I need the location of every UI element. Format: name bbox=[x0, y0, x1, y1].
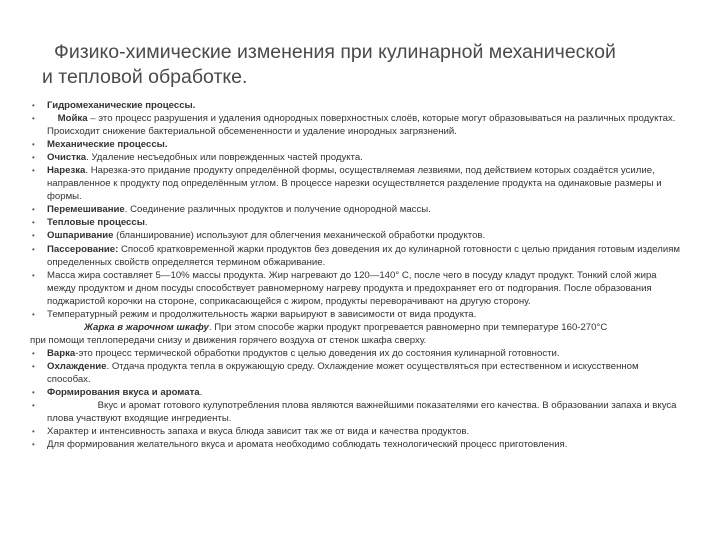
bullet-marker: • bbox=[32, 348, 35, 358]
item-text: Для формирования желательного вкуса и аромата необходимо соблюдать технологический процесс приготовления. bbox=[47, 439, 568, 451]
item-text: -это процесс термической обработки продуктов с целью доведения их до состояния кулинарной готовности. bbox=[75, 347, 560, 359]
bullet-item bbox=[30, 229, 682, 242]
item-text: при помощи теплопередачи снизу и движения горячего воздуха от стенок шкафа сверху. bbox=[30, 334, 427, 346]
bullet-item bbox=[30, 321, 682, 334]
item-heading: Механические процессы. bbox=[47, 139, 168, 151]
bullet-item bbox=[30, 164, 682, 203]
bullet-item bbox=[30, 425, 682, 438]
item-heading: Формирования вкуса и аромата bbox=[47, 387, 200, 399]
bullet-marker: • bbox=[32, 244, 35, 254]
bullet-item bbox=[30, 243, 682, 269]
slide-title bbox=[42, 40, 692, 90]
bullet-list bbox=[30, 99, 682, 451]
bullet-marker: • bbox=[32, 218, 35, 228]
bullet-item bbox=[30, 138, 682, 151]
item-heading: Варка bbox=[47, 347, 76, 359]
bullet-item bbox=[30, 216, 682, 229]
item-text: . При этом способе жарки продукт прогревается равномерно при температуре 160-270°С bbox=[208, 321, 608, 333]
bullet-item bbox=[30, 308, 682, 321]
bullet-marker: • bbox=[32, 205, 35, 215]
bullet-marker: • bbox=[32, 140, 35, 150]
bullet-item bbox=[30, 269, 682, 308]
bullet-item bbox=[30, 386, 682, 399]
item-text: Способ кратковременной жарки продуктов без доведения их до кулинарной готовности с целью придания готовым изделиям определенных свойств определяется термином обжаривание. bbox=[47, 243, 681, 268]
bullet-marker: • bbox=[32, 231, 35, 241]
bullet-marker: • bbox=[32, 309, 35, 319]
item-text: (бланширование) используют для облегчения механической обработки продуктов. bbox=[113, 230, 486, 242]
bullet-item bbox=[30, 399, 682, 425]
item-heading: Гидромеханические процессы. bbox=[47, 100, 196, 111]
item-heading: Нарезка bbox=[47, 165, 86, 177]
item-text: . Соединение различных продуктов и получение однородной массы. bbox=[124, 204, 431, 216]
item-heading: Очистка bbox=[47, 152, 87, 164]
bullet-marker: • bbox=[32, 114, 35, 124]
title-line-2: и тепловой обработке. bbox=[42, 66, 248, 88]
bullet-item bbox=[30, 99, 682, 112]
item-text: Характер и интенсивность запаха и вкуса блюда зависит так же от вида и качества продуктов. bbox=[47, 426, 470, 438]
item-text: – это процесс разрушения и удаления однородных поверхностных слоёв, которые могут образовываться на различных продуктах. Происходит снижение бактериальной обсемененности и удаление инородных загрязнений. bbox=[47, 113, 676, 138]
bullet-item bbox=[30, 347, 682, 360]
item-heading: Мойка bbox=[57, 113, 88, 125]
bullet-item bbox=[30, 203, 682, 216]
item-heading: Перемешивание bbox=[47, 204, 125, 216]
bullet-marker: • bbox=[32, 153, 35, 163]
item-text: Масса жира составляет 5—10% массы продукта. Жир нагревают до 120—140° С, после чего в посуду кладут продукт. Тонкий слой жира между продуктом и дном посуды способствует равномерному нагреву продукта и предохраняет его от подгорания. После образования поджаристой корочки на стороне, соприкасающейся с жиром, продукты переворачивают на другую сторону. bbox=[47, 269, 657, 307]
bullet-marker: • bbox=[32, 440, 35, 450]
bullet-marker: • bbox=[32, 270, 35, 280]
bullet-marker: • bbox=[32, 427, 35, 437]
bullet-marker: • bbox=[32, 361, 35, 371]
bullet-marker: • bbox=[32, 401, 35, 411]
bullet-marker: • bbox=[32, 101, 35, 110]
item-text: Вкус и аромат готового кулупотребления плова являются важнейшими показателями его качества. В образовании запаха и вкуса плова участвуют входящие ингредиенты. bbox=[47, 400, 677, 425]
item-text: . bbox=[144, 217, 148, 229]
item-heading: Ошпаривание bbox=[47, 230, 114, 242]
bullet-marker: • bbox=[32, 388, 35, 398]
item-text: . bbox=[199, 387, 203, 399]
title-line-1: Физико-химические изменения при кулинарной механической bbox=[54, 41, 616, 63]
item-text: . Нарезка-это придание продукту определённой формы, осуществляемая лезвиями, под действием которых создаётся усилие, направленное к продукту под определённым углом. В процессе нарезки осуществляется разделение продукта на одинаковые размеры и формы. bbox=[47, 165, 662, 203]
bullet-marker: • bbox=[32, 166, 35, 176]
bullet-item bbox=[30, 360, 682, 386]
item-text: . Отдача продукта тепла в окружающую среду. Охлаждение может осуществляться при естественном и искусственном способах. bbox=[47, 360, 639, 385]
item-heading: Пассерование: bbox=[47, 243, 119, 255]
bullet-item bbox=[30, 112, 682, 138]
item-text: Температурный режим и продолжительность жарки варьируют в зависимости от вида продукта. bbox=[47, 308, 477, 320]
bullet-item bbox=[30, 438, 682, 451]
item-heading: Охлаждение bbox=[47, 360, 107, 372]
item-heading: Тепловые процессы bbox=[47, 217, 145, 229]
bullet-item bbox=[30, 151, 682, 164]
item-heading: Жарка в жарочном шкафу bbox=[84, 321, 209, 333]
item-text: . Удаление несъедобных или поврежденных частей продукта. bbox=[86, 152, 363, 164]
paragraph-continuation bbox=[30, 334, 682, 347]
